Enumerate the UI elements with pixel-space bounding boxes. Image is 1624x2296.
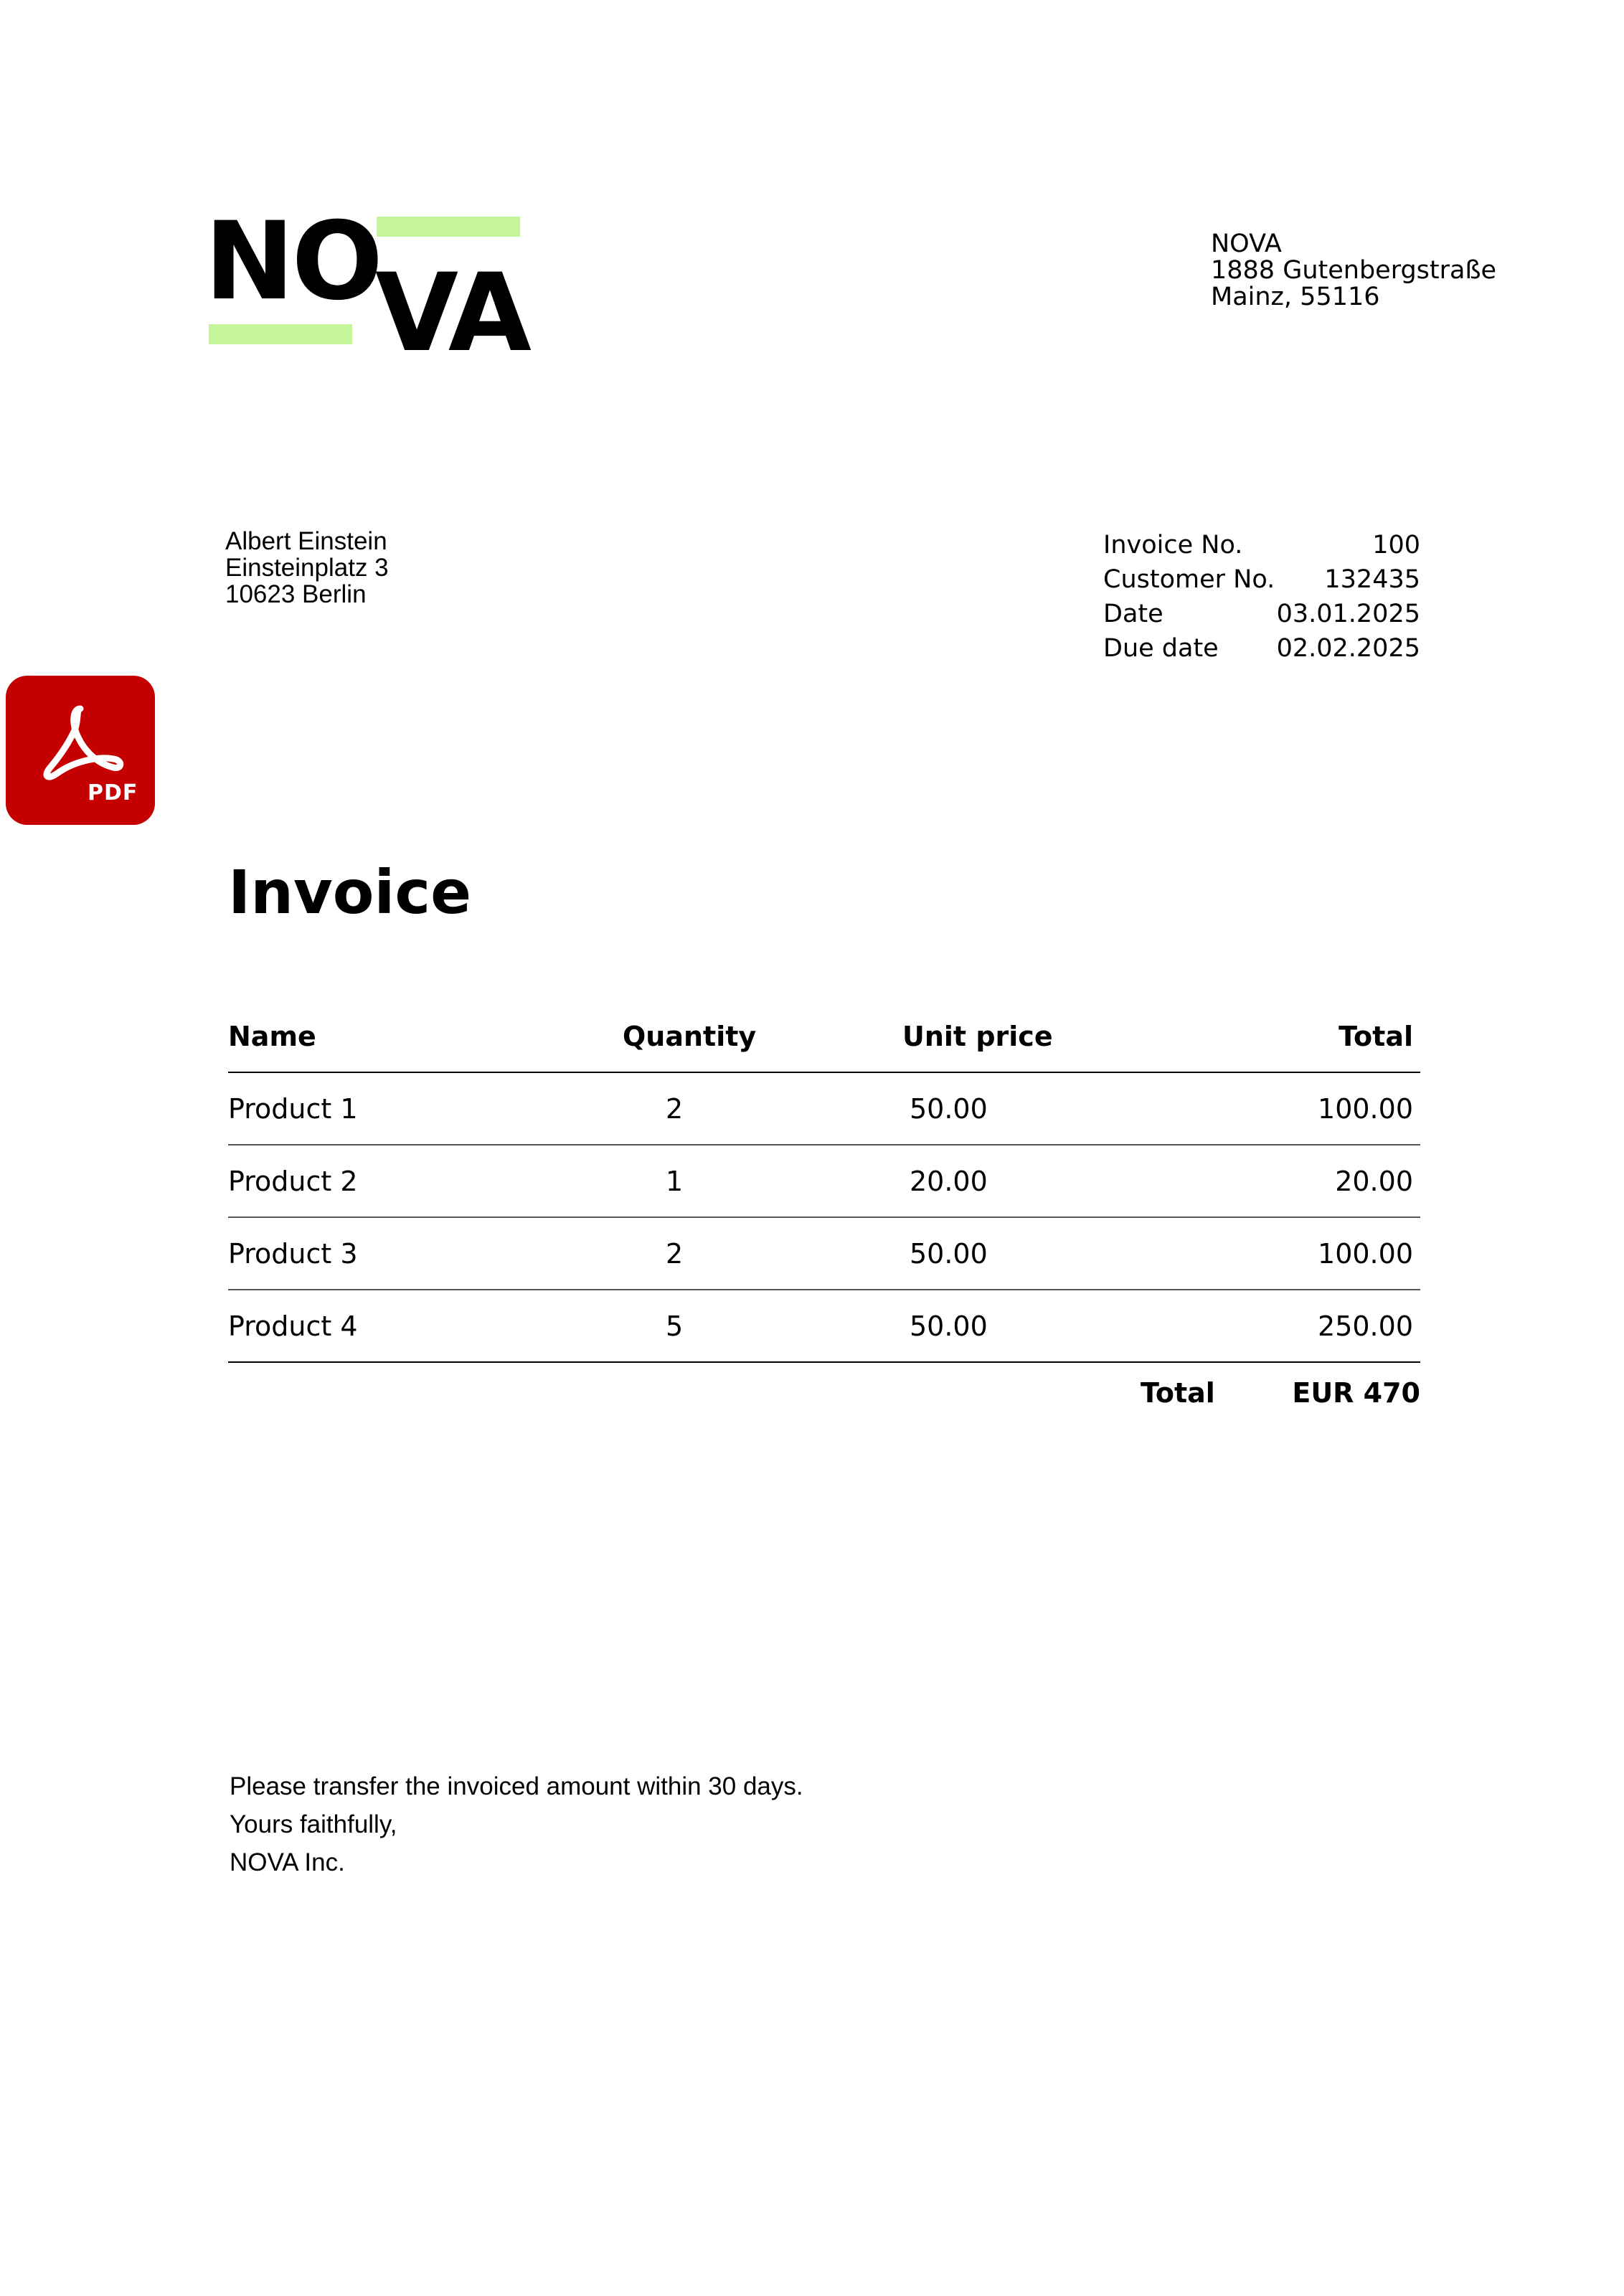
table-header-row — [228, 1001, 1420, 1073]
sender-street: 1888 Gutenbergstraße — [1211, 256, 1497, 285]
grand-total — [1141, 1377, 1420, 1409]
cell-quantity: 2 — [666, 1237, 684, 1270]
closing-line-signature: NOVA Inc. — [230, 1848, 345, 1876]
cell-total: 20.00 — [1335, 1165, 1413, 1197]
closing-line-salutation: Yours faithfully, — [230, 1810, 397, 1838]
meta-due-date — [1103, 631, 1420, 666]
recipient-city: 10623 Berlin — [225, 580, 367, 608]
nova-logo — [204, 199, 529, 376]
cell-name: Product 2 — [228, 1165, 358, 1197]
pdf-label: PDF — [88, 780, 138, 806]
meta-value: 02.02.2025 — [1276, 634, 1420, 663]
table-row — [228, 1073, 1420, 1145]
table-row — [228, 1218, 1420, 1290]
cell-unit-price: 50.00 — [910, 1092, 988, 1125]
acrobat-pdf-icon — [33, 701, 128, 788]
cell-name: Product 1 — [228, 1092, 358, 1125]
meta-value: 100 — [1372, 531, 1420, 559]
cell-name: Product 3 — [228, 1237, 358, 1270]
logo-accent-bar-bottom — [209, 324, 352, 344]
cell-quantity: 1 — [666, 1165, 684, 1197]
closing-line-payment: Please transfer the invoiced amount within 30 days. — [230, 1772, 803, 1800]
meta-label: Customer No. — [1103, 565, 1275, 594]
recipient-name: Albert Einstein — [225, 527, 387, 555]
cell-total: 100.00 — [1318, 1092, 1413, 1125]
cell-unit-price: 50.00 — [910, 1237, 988, 1270]
header-name: Name — [228, 1021, 316, 1052]
cell-unit-price: 50.00 — [910, 1310, 988, 1342]
meta-invoice-number — [1103, 528, 1420, 562]
page-title: Invoice — [228, 857, 472, 927]
cell-total: 250.00 — [1318, 1310, 1413, 1342]
meta-label: Invoice No. — [1103, 531, 1243, 559]
cell-total: 100.00 — [1318, 1237, 1413, 1270]
cell-name: Product 4 — [228, 1310, 358, 1342]
logo-accent-bar-top — [377, 217, 520, 237]
recipient-address — [225, 528, 389, 608]
cell-quantity: 2 — [666, 1092, 684, 1125]
logo-text-line1: NO — [204, 199, 381, 324]
header-unit-price: Unit price — [902, 1021, 1053, 1052]
grand-total-label: Total — [1141, 1377, 1215, 1409]
sender-address — [1211, 231, 1496, 311]
meta-customer-number — [1103, 562, 1420, 597]
closing-text — [230, 1767, 803, 1881]
cell-quantity: 5 — [666, 1310, 684, 1342]
table-row — [228, 1290, 1420, 1363]
meta-label: Date — [1103, 600, 1163, 628]
cell-unit-price: 20.00 — [910, 1165, 988, 1197]
header-total: Total — [1339, 1021, 1413, 1052]
grand-total-value: EUR 470 — [1292, 1377, 1420, 1409]
invoice-meta — [1103, 528, 1420, 666]
pdf-app-badge[interactable] — [6, 676, 155, 825]
logo-text-line2: VA — [375, 251, 529, 376]
meta-date — [1103, 597, 1420, 631]
meta-label: Due date — [1103, 634, 1219, 663]
header-quantity: Quantity — [623, 1021, 757, 1052]
meta-value: 03.01.2025 — [1276, 600, 1420, 628]
recipient-street: Einsteinplatz 3 — [225, 554, 389, 582]
sender-city: Mainz, 55116 — [1211, 283, 1380, 311]
invoice-items-table — [228, 1001, 1420, 1363]
meta-value: 132435 — [1324, 565, 1420, 594]
table-row — [228, 1145, 1420, 1218]
sender-company: NOVA — [1211, 230, 1282, 258]
